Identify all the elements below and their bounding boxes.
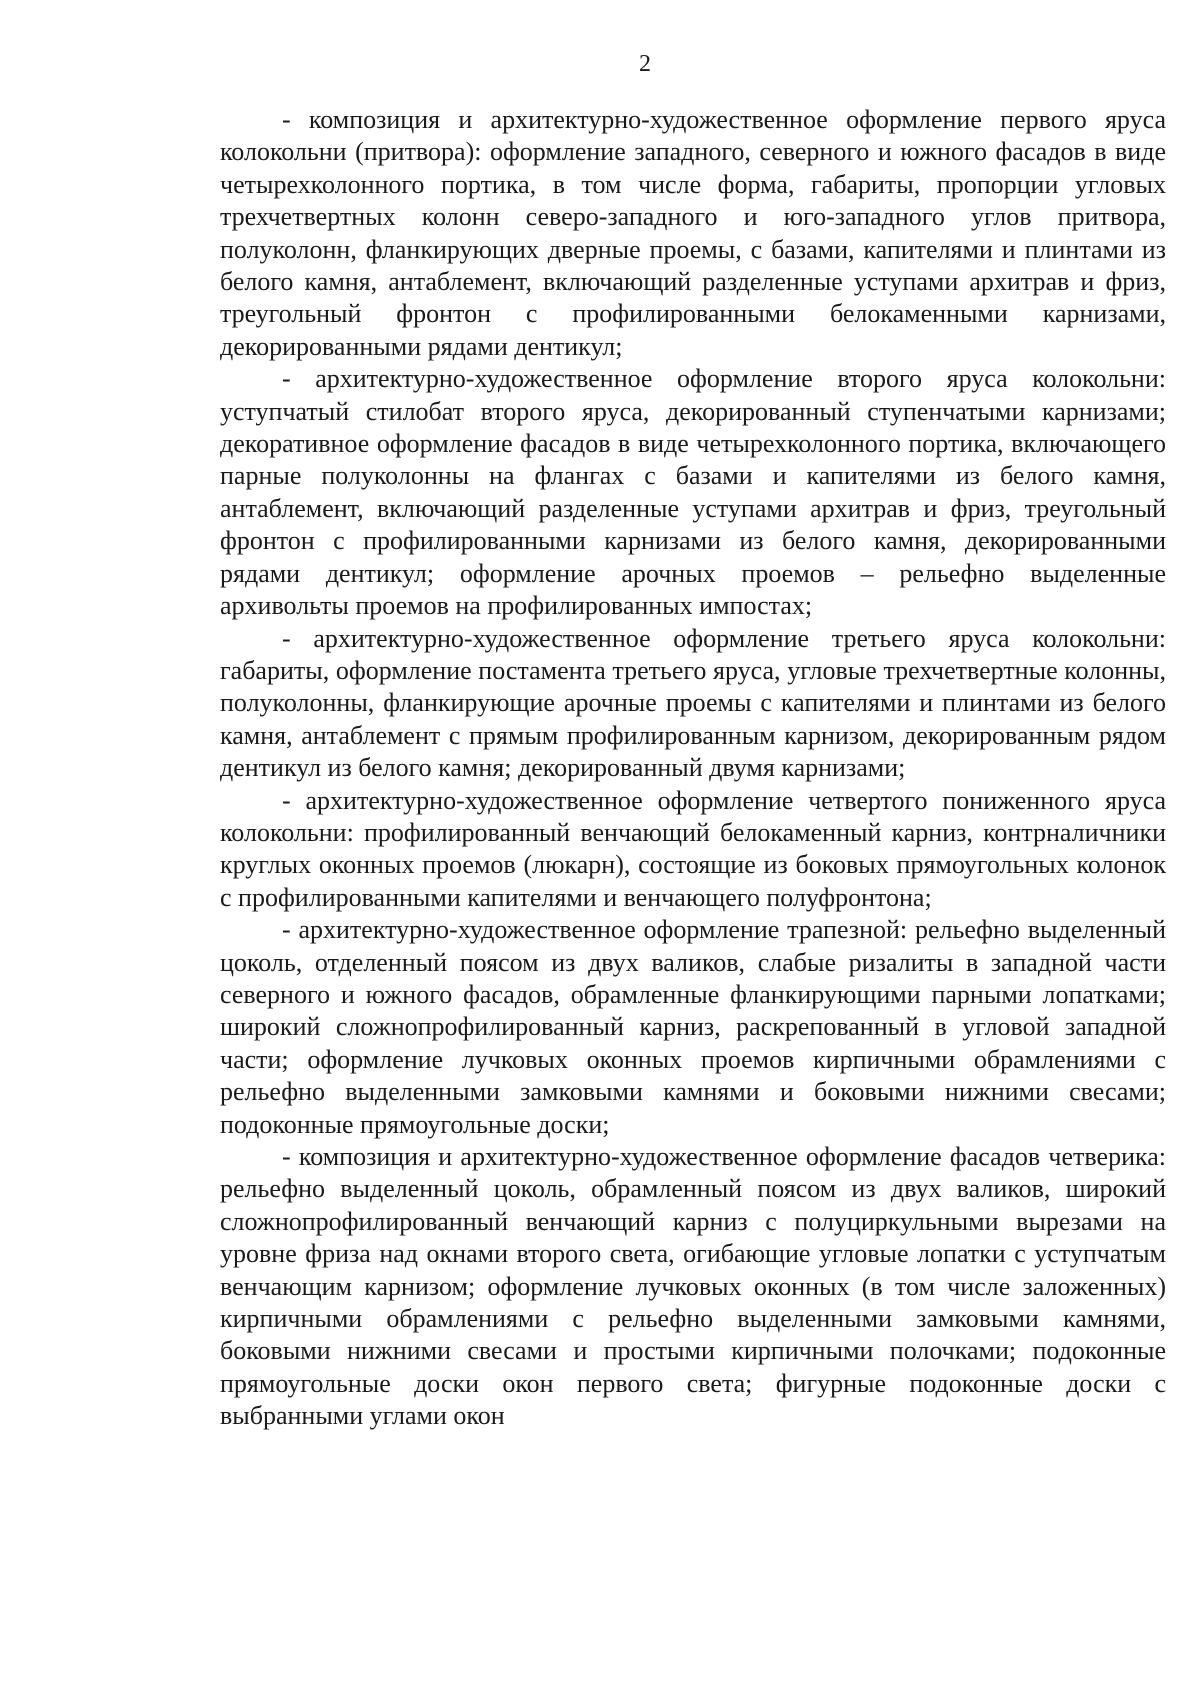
paragraph-belfry-tier-3: - архитектурно-художественное оформление третьего яруса колокольни: габариты, оформление постамента третьего яруса, угловые трехчетвертные колонны, полуколонны, фланкирующие арочные проемы с капителями и плинтами из белого камня, антаблемент с прямым профилированным карнизом, декорированным рядом дентикул из белого камня; декорированный двумя карнизами; xyxy=(220,623,1166,783)
paragraph-belfry-tier-4: - архитектурно-художественное оформление четвертого пониженного яруса колокольни: профилированный венчающий белокаменный карниз, контрналичники круглых оконных проемов (люкарн), состоящие из боковых прямоугольных колонок с профилированными капителями и венчающего полуфронтона; xyxy=(220,785,1166,912)
page-number: 2 xyxy=(639,51,651,77)
paragraph-chetverik-facades: - композиция и архитектурно-художественное оформление фасадов четверика: рельефно выделенный цоколь, обрамленный поясом из двух валиков, широкий сложнопрофилированный венчающий карниз с полуциркульными вырезами на уровне фриза над окнами второго света, огибающие угловые лопатки с уступчатым венчающим карнизом; оформление лучковых оконных (в том числе заложенных) кирпичными обрамлениями с рельефно выделенными замковыми камнями, боковыми нижними свесами и простыми кирпичными полочками; подоконные прямоугольные доски окон первого света; фигурные подоконные доски с выбранными углами окон xyxy=(220,1142,1166,1431)
paragraph-refectory: - архитектурно-художественное оформление трапезной: рельефно выделенный цоколь, отделенный поясом из двух валиков, слабые ризалиты в западной части северного и южного фасадов, обрамленные фланкирующими парными лопатками; широкий сложнопрофилированный карниз, раскрепованный в угловой западной части; оформление лучковых оконных проемов кирпичными обрамлениями с рельефно выделенными замковыми камнями и боковыми нижними свесами; подоконные прямоугольные доски; xyxy=(220,915,1166,1139)
paragraph-belfry-tier-1: - композиция и архитектурно-художественное оформление первого яруса колокольни (притвора): оформление западного, северного и южного фасадов в виде четырехколонного портика, в том числе форма, габариты, пропорции угловых трехчетвертных колонн северо-западного и юго-западного углов притвора, полуколонн, фланкирующих дверные проемы, с базами, капителями и плинтами из белого камня, антаблемент, включающий разделенные уступами архитрав и фриз, треугольный фронтон с профилированными белокаменными карнизами, декорированными рядами дентикул; xyxy=(220,105,1166,361)
paragraph-belfry-tier-2: - архитектурно-художественное оформление второго яруса колокольни: уступчатый стилобат второго яруса, декорированный ступенчатыми карнизами; декоративное оформление фасадов в виде четырехколонного портика, включающего парные полуколонны на флангах с базами и капителями из белого камня, антаблемент, включающий разделенные уступами архитрав и фриз, треугольный фронтон с профилированными карнизами из белого камня, декорированными рядами дентикул; оформление арочных проемов – рельефно выделенные архивольты проемов на профилированных импостах; xyxy=(220,364,1166,621)
document-body xyxy=(220,104,1166,1433)
